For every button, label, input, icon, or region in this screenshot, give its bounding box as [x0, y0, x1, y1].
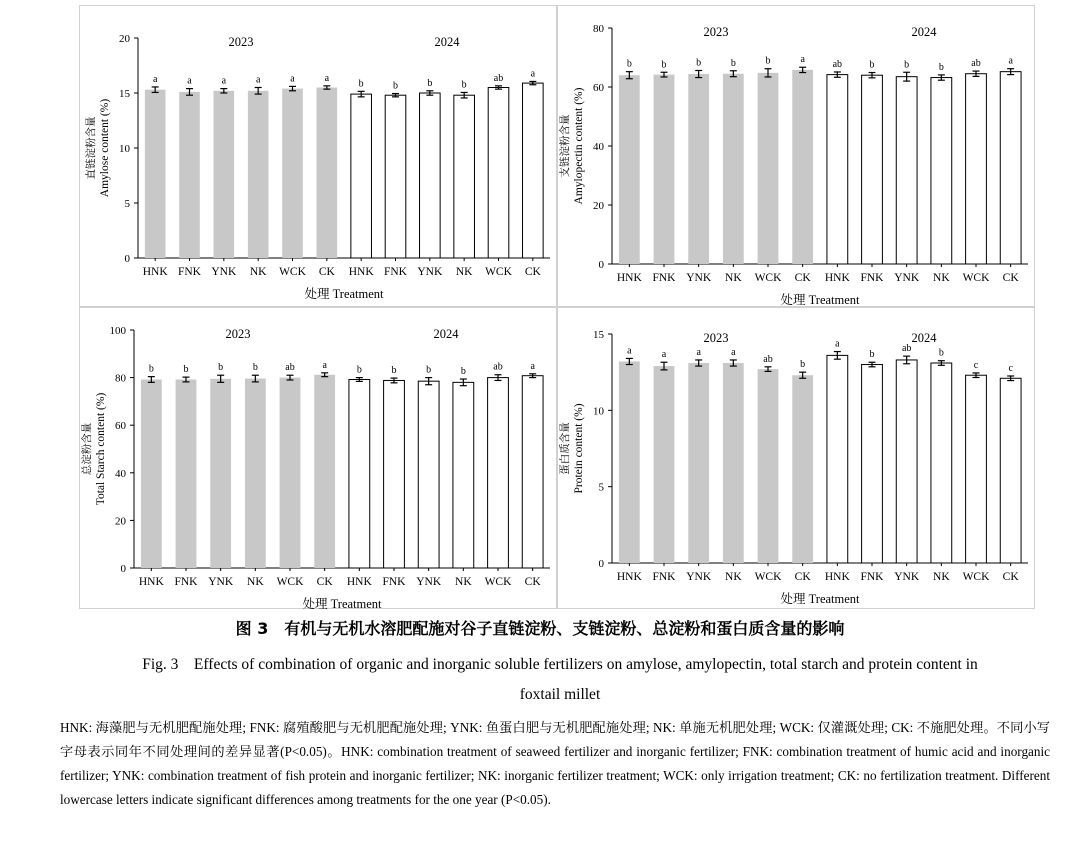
x-tick-label: NK — [247, 576, 264, 588]
significance-letter: a — [322, 359, 327, 371]
x-tick-label: WCK — [754, 272, 782, 284]
chart-panel-protein — [557, 307, 1035, 609]
x-tick-label: HNK — [142, 266, 168, 278]
data-bar — [523, 83, 544, 258]
significance-letter: ab — [971, 58, 981, 70]
chart-panel-amylopectin — [557, 5, 1035, 307]
x-tick-label: YNK — [894, 272, 920, 284]
significance-letter: b — [356, 364, 362, 376]
significance-letter: b — [218, 362, 224, 374]
significance-letter: a — [530, 360, 535, 372]
x-tick-label: WCK — [485, 266, 512, 278]
x-tick-label: CK — [794, 571, 811, 583]
significance-letter: a — [221, 75, 227, 87]
significance-letter: c — [973, 359, 979, 371]
year-label: 2023 — [228, 35, 254, 49]
data-bar — [522, 376, 543, 568]
significance-letter: ab — [493, 361, 503, 373]
figure-notes: HNK: 海藻肥与无机肥配施处理; FNK: 腐殖酸肥与无机肥配施处理; YNK: 鱼蛋白肥与无机肥配施处理; NK: 单施无机肥处理; WCK: 仅灌溉处理; CK: 不施肥处理。不同小写字母表示同年不同处理间的差异显著(P<0.05)。HNK: combination treatment of seaweed fertilizer and inorganic fertilizer; FNK: combination treatment of humic acid and inorganic fertilizer; YNK: combination treatment of fish protein and inorganic fertilizer; NK: inorganic fertilizer treatment; WCK: only irrigation treatment; CK: no fertilization treatment. Different lowercase letters indicate significant differences among treatments for the one year (P<0.05). — [60, 720, 1050, 807]
x-tick-label: CK — [524, 266, 541, 278]
data-bar — [688, 74, 709, 264]
significance-letter: ab — [901, 343, 912, 355]
year-label: 2024 — [433, 327, 459, 341]
y-tick-label: 0 — [124, 253, 130, 265]
y-tick-label: 40 — [115, 467, 126, 480]
y-tick-label: 40 — [593, 141, 604, 153]
significance-letter: b — [661, 59, 667, 71]
data-bar — [385, 95, 406, 258]
significance-letter: b — [626, 58, 632, 70]
data-bar — [862, 75, 883, 264]
x-tick-label: WCK — [279, 266, 306, 278]
significance-letter: a — [835, 338, 840, 350]
significance-letter: a — [627, 345, 632, 357]
significance-letter: b — [393, 80, 398, 92]
data-bar — [723, 363, 744, 563]
x-tick-label: FNK — [383, 266, 408, 278]
data-bar — [792, 375, 813, 563]
data-bar — [758, 369, 779, 563]
data-bar — [1000, 378, 1021, 563]
significance-letter: ab — [763, 353, 773, 365]
data-bar — [931, 363, 952, 563]
significance-letter: b — [869, 349, 875, 361]
year-label: 2024 — [911, 331, 937, 345]
data-bar — [282, 89, 303, 258]
significance-letter: b — [252, 362, 258, 374]
chart-panel-total-starch — [79, 307, 557, 609]
y-tick-label: 0 — [598, 259, 604, 271]
y-tick-label: 10 — [119, 143, 130, 155]
data-bar — [792, 70, 813, 264]
x-tick-label: NK — [725, 272, 742, 284]
data-bar — [454, 95, 475, 258]
y-tick-label: 5 — [598, 481, 604, 494]
x-tick-label: YNK — [417, 266, 443, 278]
data-bar — [210, 379, 231, 568]
x-tick-label: WCK — [962, 272, 990, 284]
x-tick-label: HNK — [824, 272, 850, 284]
x-tick-label: NK — [455, 266, 473, 278]
y-axis-title: Total Starch content (%) — [95, 392, 107, 506]
significance-letter: a — [731, 346, 736, 358]
x-tick-label: CK — [316, 576, 333, 588]
significance-letter: a — [1008, 55, 1013, 67]
y-axis-title: Amylopectin content (%) — [573, 87, 585, 205]
data-bar — [317, 88, 338, 259]
y-tick-label: 80 — [593, 23, 604, 35]
x-tick-label: HNK — [346, 576, 372, 588]
y-tick-label: 5 — [124, 198, 130, 210]
significance-letter: b — [391, 365, 397, 377]
significance-letter: a — [661, 349, 667, 361]
data-bar — [619, 361, 640, 563]
data-bar — [654, 75, 675, 264]
year-label: 2023 — [703, 25, 729, 39]
y-tick-label: 0 — [120, 563, 126, 575]
significance-letter: a — [255, 74, 261, 86]
data-bar — [827, 75, 848, 264]
significance-letter: b — [869, 59, 875, 71]
y-tick-label: 20 — [593, 200, 604, 212]
data-bar — [179, 92, 200, 258]
significance-letter: b — [800, 359, 806, 371]
data-bar — [723, 74, 744, 264]
x-tick-label: NK — [725, 571, 742, 583]
data-bar — [384, 380, 405, 568]
x-tick-label: FNK — [652, 571, 676, 583]
data-bar — [453, 382, 474, 568]
y-tick-label: 15 — [119, 88, 130, 100]
x-tick-label: CK — [794, 272, 811, 284]
x-tick-label: WCK — [276, 576, 304, 588]
data-bar — [488, 378, 509, 568]
x-axis-title: 处理 Treatment — [780, 293, 860, 307]
significance-letter: b — [461, 79, 467, 91]
x-tick-label: CK — [1002, 272, 1019, 284]
x-axis-title: 处理 Treatment — [780, 592, 860, 606]
significance-letter: ab — [832, 58, 843, 70]
data-bar — [349, 380, 370, 568]
data-bar — [314, 375, 335, 568]
total-starch-chart — [80, 308, 556, 611]
significance-letter: b — [183, 364, 189, 376]
data-bar — [420, 93, 441, 258]
x-tick-label: HNK — [138, 576, 164, 588]
significance-letter: ab — [285, 362, 295, 374]
year-label: 2023 — [225, 327, 251, 341]
data-bar — [966, 375, 987, 563]
y-tick-label: 80 — [115, 372, 126, 385]
y-tick-label: 20 — [119, 33, 130, 45]
data-bar — [896, 77, 917, 264]
x-axis-title: 处理 Treatment — [302, 597, 382, 611]
x-tick-label: HNK — [616, 272, 642, 284]
y-axis-title-chinese: 支链淀粉含量 — [559, 114, 571, 178]
data-bar — [280, 378, 301, 568]
chart-panel-amylose — [79, 5, 557, 307]
y-axis-title: Protein content (%) — [573, 403, 585, 494]
x-tick-label: HNK — [824, 571, 850, 583]
y-tick-label: 60 — [593, 82, 604, 94]
x-tick-label: CK — [318, 266, 335, 278]
significance-letter: a — [187, 75, 192, 87]
significance-letter: b — [730, 57, 736, 69]
data-bar — [245, 379, 266, 568]
year-label: 2024 — [434, 35, 460, 49]
data-bar — [176, 380, 197, 568]
significance-letter: b — [765, 55, 771, 67]
data-bar — [351, 94, 372, 258]
y-tick-label: 0 — [598, 558, 604, 570]
x-tick-label: NK — [455, 576, 472, 588]
data-bar — [688, 363, 709, 563]
data-bar — [214, 91, 235, 258]
x-tick-label: CK — [1002, 571, 1019, 583]
x-axis-title: 处理 Treatment — [304, 287, 384, 301]
x-tick-label: CK — [524, 576, 541, 588]
x-tick-label: YNK — [894, 571, 920, 583]
data-bar — [418, 381, 439, 568]
y-axis-title: Amylose content (%) — [99, 98, 111, 198]
significance-letter: b — [460, 366, 466, 378]
y-tick-label: 20 — [115, 515, 126, 528]
x-tick-label: YNK — [416, 576, 442, 588]
x-tick-label: FNK — [174, 576, 198, 588]
significance-letter: b — [426, 364, 432, 376]
significance-letter: c — [1008, 362, 1013, 374]
data-bar — [654, 366, 675, 563]
data-bar — [248, 91, 269, 258]
significance-letter: b — [148, 363, 154, 375]
data-bar — [488, 88, 509, 259]
y-axis-title-chinese: 蛋白质含量 — [559, 422, 571, 475]
data-bar — [862, 365, 883, 563]
y-tick-label: 10 — [593, 405, 604, 418]
significance-letter: b — [696, 57, 702, 69]
data-bar — [758, 73, 779, 264]
data-bar — [827, 355, 848, 563]
x-tick-label: NK — [933, 272, 950, 284]
significance-letter: b — [938, 61, 944, 73]
figure-caption-english: Fig. 3 Effects of combination of organic and inorganic soluble fertilizers on amylose, amylopectin, total starch and protein content in — [142, 656, 978, 673]
y-axis-title-chinese: 直链淀粉含量 — [85, 116, 97, 180]
x-tick-label: WCK — [754, 571, 782, 583]
data-bar — [896, 360, 917, 563]
data-bar — [1000, 72, 1021, 264]
y-tick-label: 60 — [115, 420, 126, 433]
x-tick-label: YNK — [686, 571, 712, 583]
x-tick-label: YNK — [686, 272, 712, 284]
x-tick-label: NK — [249, 266, 267, 278]
y-tick-label: 15 — [593, 329, 604, 341]
x-tick-label: HNK — [616, 571, 642, 583]
x-tick-label: FNK — [860, 272, 884, 284]
significance-letter: b — [358, 78, 364, 90]
significance-letter: a — [696, 346, 701, 358]
data-bar — [931, 78, 952, 264]
data-bar — [145, 90, 166, 258]
figure-caption-chinese: 图 3 有机与无机水溶肥配施对谷子直链淀粉、支链淀粉、总淀粉和蛋白质含量的影响 — [235, 619, 845, 638]
x-tick-label: YNK — [208, 576, 234, 588]
year-label: 2023 — [703, 331, 729, 345]
significance-letter: ab — [493, 72, 504, 84]
x-tick-label: YNK — [211, 266, 237, 278]
x-tick-label: WCK — [962, 571, 990, 583]
significance-letter: b — [938, 347, 944, 359]
protein-chart — [558, 308, 1034, 608]
x-tick-label: FNK — [382, 576, 406, 588]
x-tick-label: WCK — [484, 576, 512, 588]
year-label: 2024 — [911, 25, 937, 39]
amylose-chart — [80, 6, 556, 306]
significance-letter: b — [427, 77, 433, 89]
x-tick-label: FNK — [652, 272, 676, 284]
data-bar — [141, 380, 162, 568]
significance-letter: a — [324, 72, 330, 84]
data-bar — [966, 74, 987, 264]
x-tick-label: NK — [933, 571, 950, 583]
data-bar — [619, 75, 640, 264]
x-tick-label: FNK — [177, 266, 202, 278]
y-tick-label: 100 — [109, 325, 126, 337]
amylopectin-chart — [558, 6, 1034, 306]
x-tick-label: HNK — [348, 266, 374, 278]
significance-letter: a — [290, 73, 295, 85]
significance-letter: a — [530, 68, 536, 80]
significance-letter: a — [152, 73, 158, 85]
figure-caption-english-continued: foxtail millet — [519, 686, 601, 703]
significance-letter: b — [904, 59, 910, 71]
significance-letter: a — [800, 54, 805, 66]
y-axis-title-chinese: 总淀粉含量 — [81, 422, 93, 476]
x-tick-label: FNK — [860, 571, 884, 583]
